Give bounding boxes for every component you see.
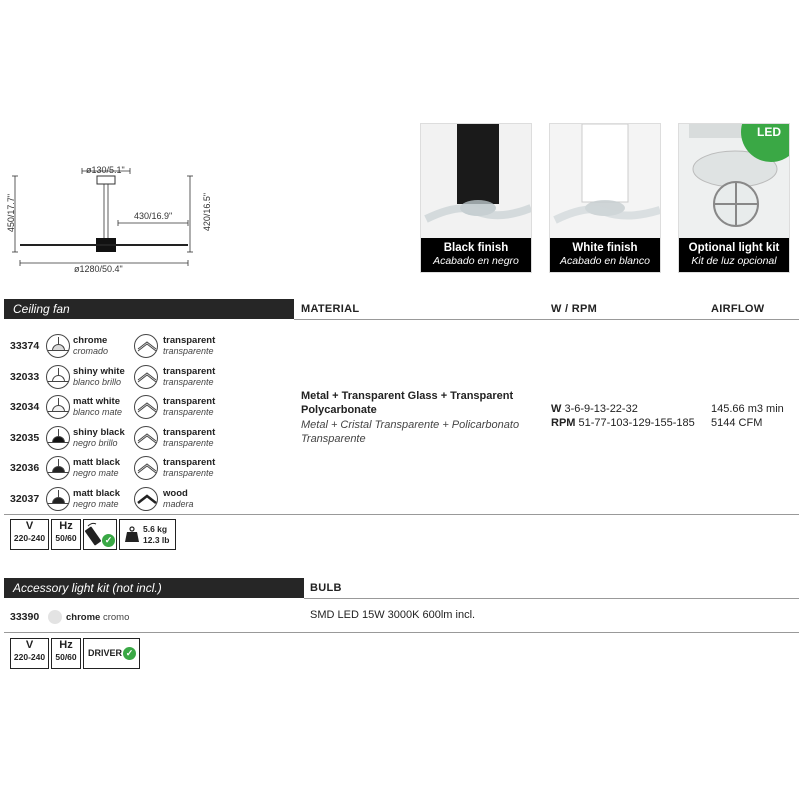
photo-subtitle: Acabado en blanco <box>560 255 650 267</box>
header-divider <box>294 319 799 320</box>
frequency-value: 50/60 <box>55 652 77 662</box>
material-header: MATERIAL <box>301 303 360 315</box>
voltage-label: V <box>25 639 34 651</box>
chrome-swatch-icon <box>48 610 62 624</box>
fan-model-row <box>10 423 250 453</box>
blade-material-es: transparente <box>163 407 214 417</box>
model-code: 32037 <box>10 492 40 505</box>
finish-color: matt white <box>73 396 120 407</box>
fan-model-row <box>10 331 250 361</box>
fan-color-icon <box>46 426 70 450</box>
voltage-value: 220-240 <box>13 652 46 662</box>
fan-model-row <box>10 484 250 514</box>
blade-material-es: transparente <box>163 468 214 478</box>
weight-kg: 5.6 kg <box>143 524 168 534</box>
model-code: 32035 <box>10 431 40 444</box>
photo-caption <box>679 238 789 272</box>
material-es-line2: Transparente <box>301 433 366 445</box>
photo-subtitle: Kit de luz opcional <box>691 255 777 267</box>
frequency-label: Hz <box>59 520 73 532</box>
w-values <box>551 403 638 415</box>
model-code: 32033 <box>10 370 40 383</box>
bulb-header: BULB <box>310 582 342 594</box>
photo-caption <box>550 238 660 272</box>
frequency-label: Hz <box>59 639 73 651</box>
blade-type-icon <box>134 365 158 389</box>
accessory-code: 33390 <box>10 611 40 623</box>
airflow-m3: 145.66 m3 min <box>711 403 784 415</box>
airflow-header: AIRFLOW <box>711 303 765 315</box>
photo-title: White finish <box>572 242 638 254</box>
white-fan-image <box>550 124 661 242</box>
fan-color-icon <box>46 365 70 389</box>
driver-spec <box>83 638 140 669</box>
finish-color-es: blanco mate <box>73 407 123 417</box>
blade-type-icon <box>134 334 158 358</box>
blade-material: transparent <box>163 457 216 468</box>
material-en-line1: Metal + Transparent Glass + Transparent <box>301 390 514 402</box>
finish-color: matt black <box>73 487 120 499</box>
blade-type-icon <box>134 456 158 480</box>
airflow-cfm: 5144 CFM <box>711 417 763 429</box>
frequency-spec <box>51 519 81 550</box>
blade-material: transparent <box>163 426 216 438</box>
black-fan-image <box>421 124 532 242</box>
fan-color-icon <box>46 395 70 419</box>
finish-color-es: cromado <box>73 346 109 356</box>
blade-material: transparent <box>163 396 216 407</box>
finish-color: matt black <box>73 457 120 468</box>
blade-material: transparent <box>163 365 216 377</box>
finish-color-es: negro mate <box>73 468 119 478</box>
fan-color-icon <box>46 456 70 480</box>
weight-spec <box>119 519 176 550</box>
dim-blade-length: 430/16.9" <box>134 211 173 221</box>
fan-model-row <box>10 453 250 483</box>
photo-title: Black finish <box>443 242 509 254</box>
fan-color-icon <box>46 487 70 511</box>
blade-material-es: madera <box>163 498 194 509</box>
w-value-list: 3-6-9-13-22-32 <box>564 403 638 415</box>
model-code: 33374 <box>10 340 40 352</box>
accessory-color-en: chrome <box>66 612 101 623</box>
voltage-label: V <box>25 520 34 532</box>
photo-caption <box>421 238 531 272</box>
blade-material-es: transparente <box>163 376 214 387</box>
finish-color: shiny white <box>73 365 125 377</box>
accessory-frequency-spec <box>51 638 81 669</box>
rpm-value-list: 51-77-103-129-155-185 <box>578 417 695 429</box>
finish-color: shiny black <box>73 426 125 438</box>
weight-lb: 12.3 lb <box>143 535 170 545</box>
dim-height-total: 450/17.7" <box>6 193 16 233</box>
rpm-values <box>551 417 695 429</box>
voltage-spec <box>10 519 49 550</box>
ceiling-fan-section-bar: Ceiling fan <box>4 299 294 319</box>
accessory-divider <box>4 632 799 633</box>
finish-color: chrome <box>73 335 108 346</box>
w-label: W <box>551 403 562 415</box>
dim-height-body: 420/16.5" <box>202 192 212 232</box>
blade-type-icon <box>134 395 158 419</box>
fan-model-row <box>10 362 250 392</box>
accessory-color-es: cromo <box>102 612 130 623</box>
model-code: 32036 <box>10 462 40 474</box>
driver-label: DRIVER <box>88 648 123 658</box>
rows-divider <box>4 514 799 515</box>
check-icon: ✓ <box>102 534 115 547</box>
photo-light-kit <box>678 123 790 273</box>
remote-spec <box>83 519 117 550</box>
material-en-line2: Polycarbonate <box>301 404 377 416</box>
voltage-value: 220-240 <box>13 533 46 543</box>
photo-white-finish <box>549 123 661 273</box>
accessory-color <box>66 612 129 623</box>
blade-material-es: transparente <box>163 437 214 448</box>
fan-model-row <box>10 392 250 422</box>
weight-icon <box>124 526 140 544</box>
blade-material: wood <box>163 487 188 499</box>
fan-color-icon <box>46 334 70 358</box>
check-icon: ✓ <box>123 647 136 660</box>
frequency-value: 50/60 <box>55 533 77 543</box>
finish-color-es: blanco brillo <box>73 376 122 387</box>
blade-type-icon <box>134 487 158 511</box>
photo-title: Optional light kit <box>688 242 780 254</box>
bulb-spec: SMD LED 15W 3000K 600lm incl. <box>310 609 476 621</box>
finish-color-es: negro brillo <box>73 437 118 448</box>
model-code: 32034 <box>10 401 40 413</box>
led-badge-label: LED <box>757 125 781 139</box>
wrpm-header: W / RPM <box>551 303 598 315</box>
photo-subtitle: Acabado en negro <box>433 255 519 267</box>
accessory-section-bar: Accessory light kit (not incl.) <box>4 578 304 598</box>
material-es-line1: Metal + Cristal Transparente + Policarbonato <box>301 419 520 431</box>
blade-material: transparent <box>163 335 216 346</box>
blade-type-icon <box>134 426 158 450</box>
accessory-header-divider <box>304 598 799 599</box>
dim-blade-diameter: ø1280/50.4" <box>74 264 123 274</box>
accessory-voltage-spec <box>10 638 49 669</box>
dim-top-diameter: ø130/5.1" <box>86 165 125 175</box>
finish-color-es: negro mate <box>73 498 119 509</box>
rpm-label: RPM <box>551 417 576 429</box>
blade-material-es: transparente <box>163 346 214 356</box>
photo-black-finish <box>420 123 532 273</box>
